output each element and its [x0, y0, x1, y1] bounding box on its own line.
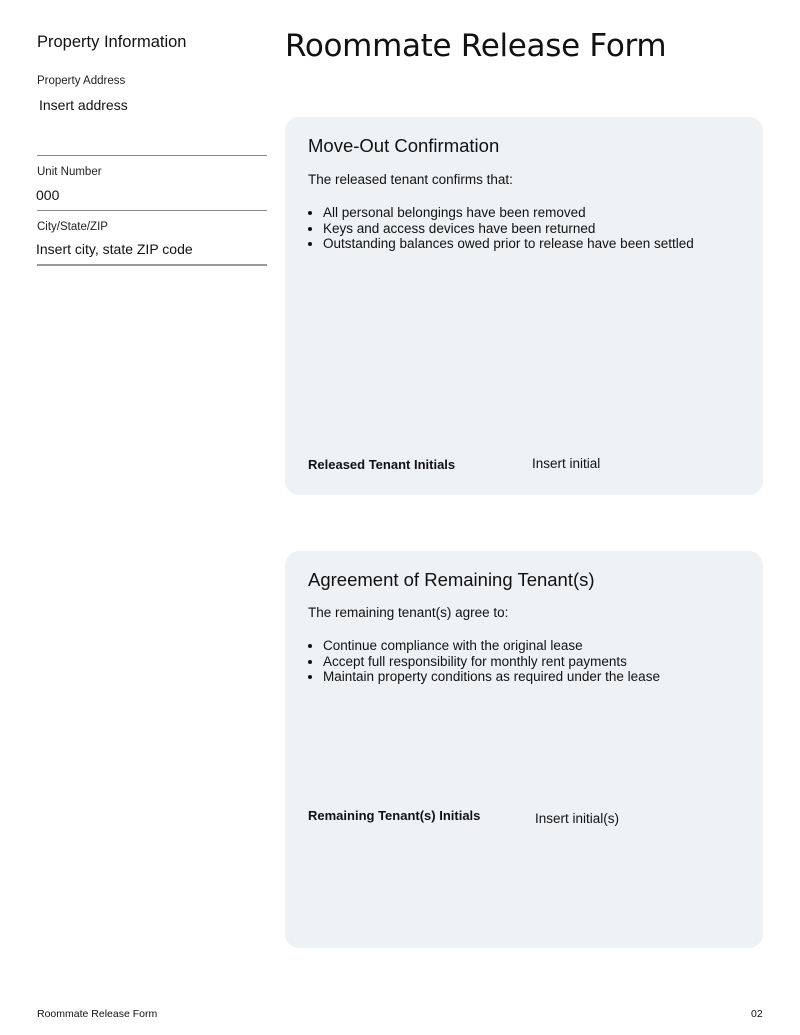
- unit-number-field[interactable]: 000: [36, 187, 60, 203]
- remaining-tenants-card: [285, 551, 763, 948]
- city-state-zip-underline: [37, 264, 267, 266]
- move-out-heading: Move-Out Confirmation: [308, 135, 500, 156]
- property-address-label: Property Address: [37, 75, 126, 87]
- list-item: • Accept full responsibility for monthly rent payments: [323, 654, 660, 670]
- footer-doc-name: Roommate Release Form: [37, 1008, 158, 1020]
- remaining-list: [308, 638, 660, 685]
- property-address-underline: [37, 155, 267, 156]
- remaining-tenants-initials-label: Remaining Tenant(s) Initials: [308, 808, 481, 823]
- unit-number-label: Unit Number: [37, 166, 102, 178]
- released-tenant-initials-label: Released Tenant Initials: [308, 457, 456, 472]
- list-item: • Outstanding balances owed prior to release have been settled: [323, 236, 694, 252]
- page-number: 02: [751, 1008, 763, 1020]
- list-item: • All personal belongings have been removed: [323, 205, 694, 221]
- list-item: • Keys and access devices have been returned: [323, 221, 694, 237]
- move-out-list: [308, 205, 694, 252]
- city-state-zip-label: City/State/ZIP: [37, 221, 108, 233]
- list-item: • Continue compliance with the original lease: [323, 638, 660, 654]
- page-title: Roommate Release Form: [285, 28, 667, 64]
- remaining-tenants-initials-field[interactable]: Insert initial(s): [535, 811, 620, 826]
- unit-number-underline: [37, 210, 267, 211]
- city-state-zip-field[interactable]: Insert city, state ZIP code: [36, 241, 193, 257]
- property-info-heading: Property Information: [37, 33, 187, 51]
- move-out-intro: The released tenant confirms that:: [308, 172, 513, 187]
- list-item: • Maintain property conditions as required under the lease: [323, 669, 660, 685]
- remaining-intro: The remaining tenant(s) agree to:: [308, 605, 509, 620]
- remaining-heading: Agreement of Remaining Tenant(s): [308, 569, 595, 590]
- move-out-confirmation-card: [285, 117, 763, 495]
- property-address-field[interactable]: Insert address: [39, 97, 128, 113]
- released-tenant-initials-field[interactable]: Insert initial: [532, 456, 601, 471]
